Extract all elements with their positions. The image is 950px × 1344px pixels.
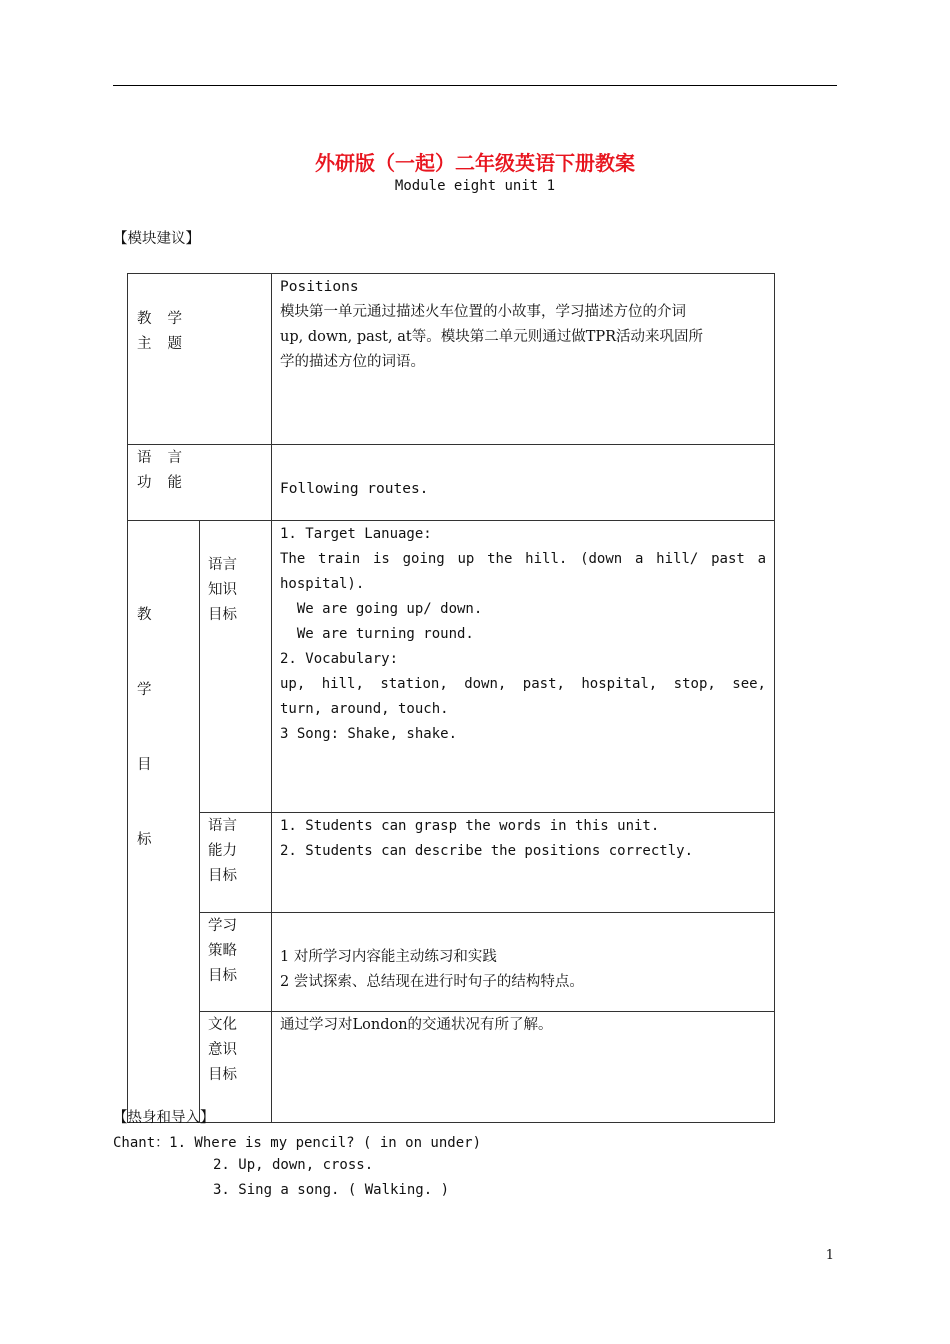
- section-heading-module: 【模块建议】: [113, 231, 200, 247]
- chant-line1: Chant：1. Where is my pencil? ( in on under): [113, 1135, 482, 1151]
- objectives-label-char1: 教: [137, 607, 152, 623]
- culture-label-line1: 文化: [208, 1017, 237, 1033]
- ability-line1: 1. Students can grasp the words in this unit.: [280, 818, 660, 834]
- culture-label-line2: 意识: [208, 1042, 237, 1058]
- strategy-label-line1: 学习: [208, 918, 237, 934]
- objectives-label-cell: [128, 521, 200, 1123]
- topic-content-line2: up, down, past, at等。模块第二单元则通过做TPR活动来巩固所: [280, 329, 704, 345]
- header-rule: [113, 85, 837, 86]
- ability-label-cell: [200, 813, 272, 913]
- topic-label-line1: 教学: [137, 311, 198, 327]
- strategy-line1: 1 对所学习内容能主动练习和实践: [280, 949, 497, 965]
- topic-content-title: Positions: [280, 279, 359, 295]
- table-row-strategy: [128, 913, 775, 1012]
- page-number: 1: [825, 1248, 834, 1263]
- topic-content-line3: 学的描述方位的词语。: [280, 354, 425, 370]
- strategy-content-cell: [272, 913, 775, 1012]
- function-label-line1: 语言: [137, 450, 198, 466]
- knowledge-line5: We are turning round.: [280, 626, 474, 642]
- knowledge-line4: We are going up/ down.: [280, 601, 483, 617]
- strategy-label-cell: [200, 913, 272, 1012]
- strategy-label-line2: 策略: [208, 943, 237, 959]
- strategy-label-line3: 目标: [208, 968, 237, 984]
- lesson-plan-table: [127, 273, 775, 1123]
- objectives-label-char3: 目: [137, 757, 152, 773]
- knowledge-line7: up, hill, station, down, past, hospital, stop, see,: [280, 676, 766, 692]
- table-row-culture: [128, 1012, 775, 1123]
- knowledge-line9: 3 Song: Shake, shake.: [280, 726, 458, 742]
- document-title: 外研版（一起）二年级英语下册教案: [315, 151, 635, 175]
- ability-content-cell: [272, 813, 775, 913]
- topic-content-line1: 模块第一单元通过描述火车位置的小故事，学习描述方位的介词: [280, 304, 686, 320]
- culture-line1: 通过学习对London的交通状况有所了解。: [280, 1017, 553, 1033]
- knowledge-label-line2: 知识: [208, 582, 237, 598]
- function-content-cell: [272, 445, 775, 521]
- table-row-function: [128, 445, 775, 521]
- topic-content-cell: [272, 274, 775, 445]
- knowledge-line6: 2. Vocabulary:: [280, 651, 399, 667]
- culture-content-cell: [272, 1012, 775, 1123]
- ability-label-line1: 语言: [208, 818, 237, 834]
- topic-label-cell: [128, 274, 272, 445]
- objectives-label-char2: 学: [137, 682, 152, 698]
- knowledge-label-line3: 目标: [208, 607, 237, 623]
- objectives-label-char4: 标: [137, 832, 152, 848]
- knowledge-line2: The train is going up the hill. (down a hill/ past a: [280, 551, 766, 567]
- knowledge-label-cell: [200, 521, 272, 813]
- ability-line2: 2. Students can describe the positions correctly.: [280, 843, 694, 859]
- function-content: Following routes.: [280, 481, 429, 497]
- table-row-ability: [128, 813, 775, 913]
- section-heading-warmup: 【热身和导入】: [113, 1110, 215, 1126]
- function-label-cell: [128, 445, 272, 521]
- knowledge-label-line1: 语言: [208, 557, 237, 573]
- ability-label-line3: 目标: [208, 868, 237, 884]
- table-row-topic: [128, 274, 775, 445]
- ability-label-line2: 能力: [208, 843, 237, 859]
- strategy-line2: 2 尝试探索、总结现在进行时句子的结构特点。: [280, 974, 584, 990]
- table-row-knowledge: [128, 521, 775, 813]
- knowledge-line8: turn, around, touch.: [280, 701, 449, 717]
- knowledge-content-cell: [272, 521, 775, 813]
- knowledge-line1: 1. Target Lanuage:: [280, 526, 432, 542]
- chant-line3: 3. Sing a song. ( Walking. ): [213, 1182, 450, 1198]
- topic-label-line2: 主题: [137, 336, 198, 352]
- culture-label-line3: 目标: [208, 1067, 237, 1083]
- function-label-line2: 功能: [137, 475, 198, 491]
- knowledge-line3: hospital).: [280, 576, 365, 592]
- chant-line2: 2. Up, down, cross.: [213, 1157, 374, 1173]
- document-subtitle: Module eight unit 1: [394, 178, 556, 194]
